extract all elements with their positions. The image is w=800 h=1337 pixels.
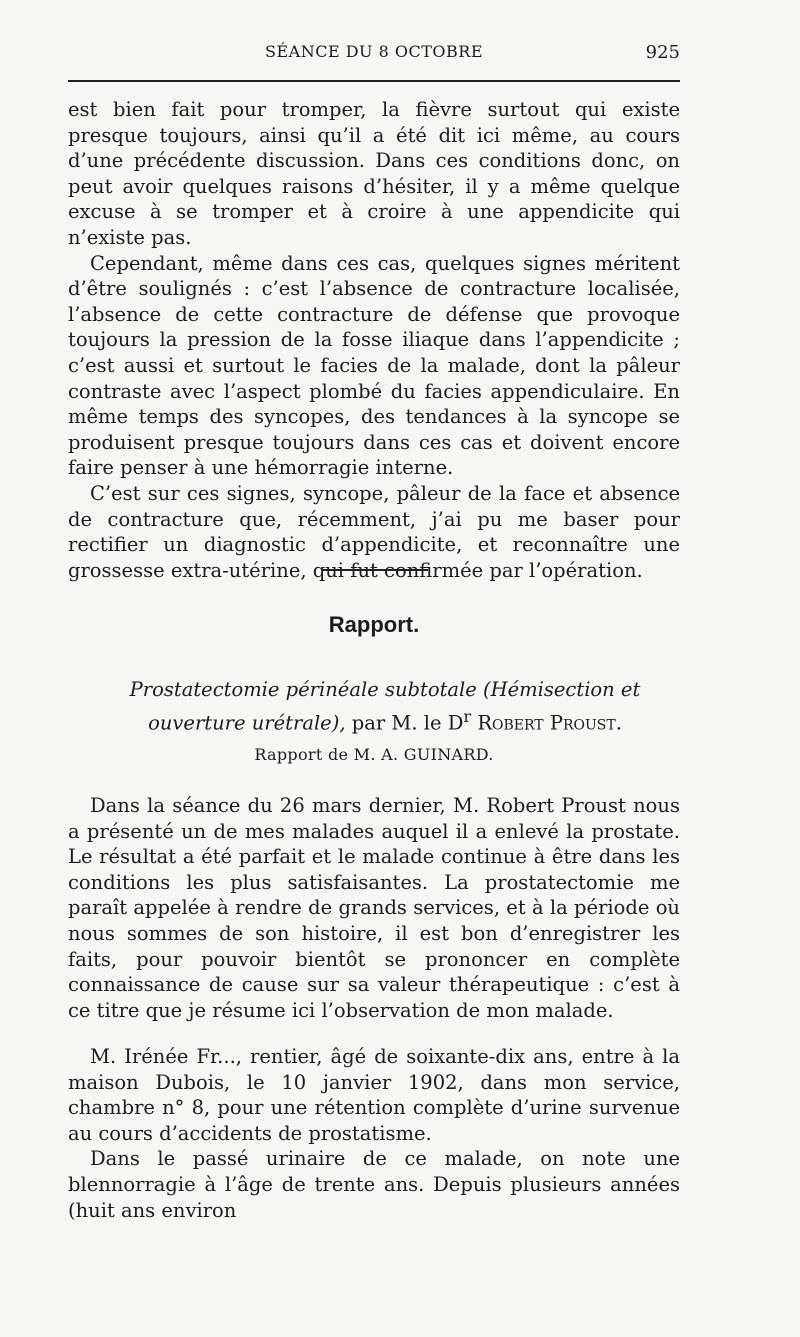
text-block-observation bbox=[68, 1044, 680, 1223]
page-number: 925 bbox=[645, 42, 680, 63]
paragraph: Dans la séance du 26 mars dernier, M. Robert Proust nous a présenté un de mes malades auquel il a enlevé la prostate. Le résultat a été parfait et le malade continue à être dans les conditions les plus satisfaisantes. La prostatectomie me paraît appelée à rendre de grands services, et à la période où nous sommes de son histoire, il est bon d’enregistrer les faits, pour pouvoir bientôt se prononcer en complète connaissance de cause sur sa valeur thérapeutique : c’est à ce titre que je résume ici l’observation de mon malade. bbox=[68, 794, 680, 1022]
report-title-by: par M. le D bbox=[345, 711, 464, 735]
paragraph: C’est sur ces signes, syncope, pâleur de la face et absence de contracture que, récemment, j’ai pu me baser pour rectifier un diagnostic d’appendicite, et reconnaître une grossesse extra-utérine, qui fut confirmée par l’opération. bbox=[68, 481, 680, 582]
section-heading: Rapport. bbox=[328, 612, 420, 637]
running-title: SÉANCE DU 8 OCTOBRE bbox=[265, 42, 483, 61]
text-block-previous-discussion bbox=[68, 97, 680, 583]
section-divider bbox=[322, 569, 428, 571]
report-title-italic: Prostatectomie périnéale subtotale (Hémisection et ouverture urétrale), bbox=[129, 678, 641, 735]
paragraph: Cependant, même dans ces cas, quelques signes méritent d’être soulignés : c’est l’absence de contracture localisée, l’absence de cette contracture de défense que provoque toujours la pression de la fosse iliaque dans l’appendicite ; c’est aussi et surtout le facies de la malade, dont la pâleur contraste avec l’aspect plombé du facies appendiculaire. En même temps des syncopes, des tendances à la syncope se produisent presque toujours dans ces cas et doivent encore faire penser à une hémorragie interne. bbox=[68, 251, 680, 480]
paragraph: est bien fait pour tromper, la fièvre surtout qui existe presque toujours, ainsi qu’il a été dit ici même, au cours d’une précédente discussion. Dans ces conditions donc, on peut avoir quelques raisons d’hésiter, il y a même quelque excuse à se tromper et à croire à une appendicite qui n’existe pas. bbox=[68, 98, 680, 249]
header-rule bbox=[68, 80, 680, 82]
text-block-report bbox=[68, 793, 680, 1023]
paragraph: M. Irénée Fr..., rentier, âgé de soixante-dix ans, entre à la maison Dubois, le 10 janvier 1902, dans mon service, chambre n° 8, pour une rétention complète d’urine survenue au cours d’accidents de prostatisme. bbox=[68, 1045, 680, 1145]
report-title bbox=[90, 676, 680, 737]
reporter-line: Rapport de M. A. GUINARD. bbox=[254, 745, 494, 764]
running-head bbox=[68, 42, 680, 70]
report-author: Robert Proust. bbox=[471, 711, 622, 735]
report-title-sup: r bbox=[463, 707, 472, 726]
paragraph: Dans le passé urinaire de ce malade, on note une blennorragie à l’âge de trente ans. Depuis plusieurs années (huit ans environ bbox=[68, 1147, 680, 1222]
